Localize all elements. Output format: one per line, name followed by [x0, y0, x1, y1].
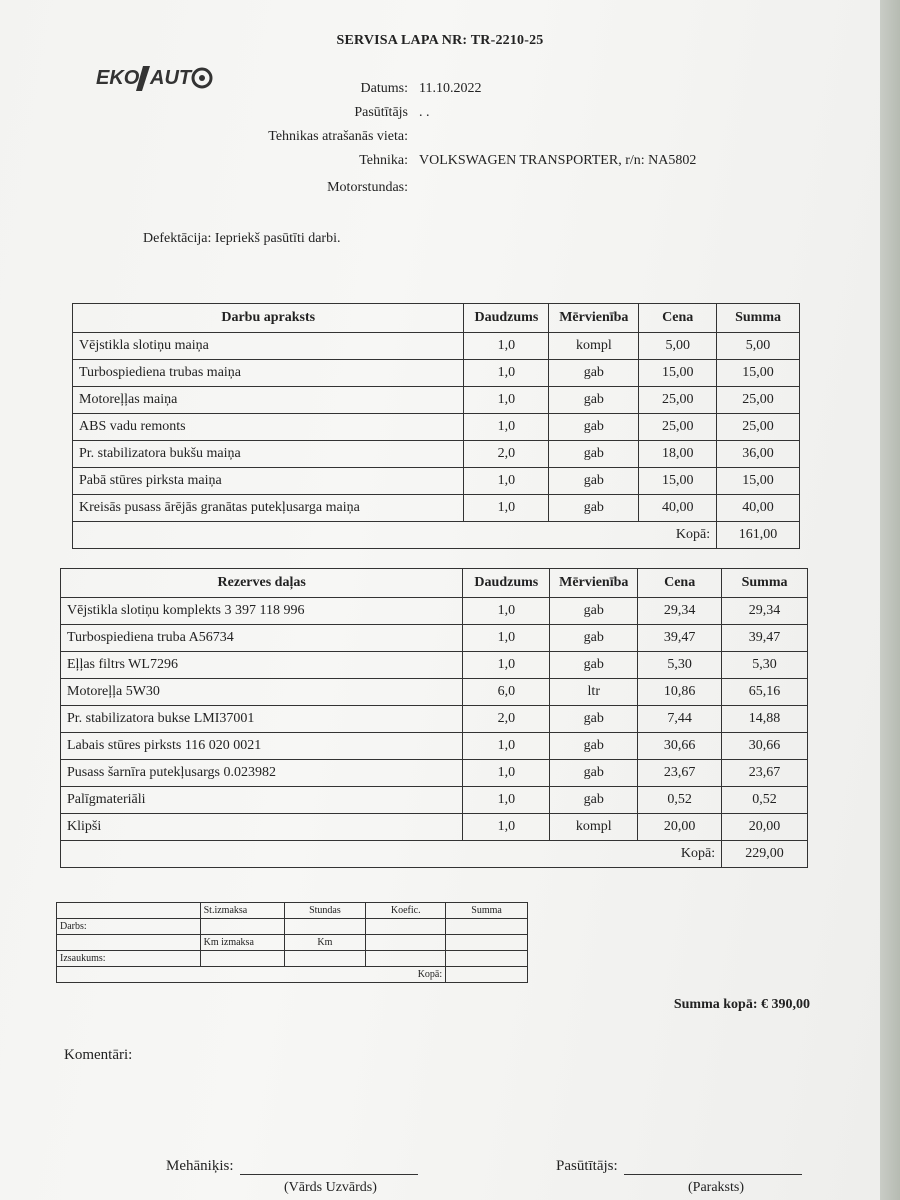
- works-cell-description: Kreisās pusass ārējās granātas putekļusarga maiņa: [73, 495, 464, 522]
- parts-cell-unit: gab: [550, 787, 638, 814]
- works-cell-price: 18,00: [639, 441, 717, 468]
- parts-col-description: Rezerves daļas: [61, 569, 463, 598]
- parts-cell-sum: 5,30: [722, 652, 808, 679]
- works-cell-quantity: 1,0: [464, 495, 549, 522]
- parts-total-row: [61, 841, 808, 868]
- mechanic-signature-line: [240, 1158, 418, 1175]
- parts-cell-price: 7,44: [638, 706, 722, 733]
- defect-value: Iepriekš pasūtīti darbi.: [214, 231, 341, 246]
- works-row: [73, 387, 800, 414]
- mechanic-caption: (Vārds Uzvārds): [284, 1180, 377, 1195]
- parts-cell-quantity: 6,0: [463, 679, 550, 706]
- parts-col-unit: Mērvienība: [550, 569, 638, 598]
- calc-row-izsaukums-label: Izsaukums:: [57, 951, 201, 967]
- works-col-quantity: Daudzums: [464, 304, 549, 333]
- works-cell-price: 25,00: [639, 387, 717, 414]
- calc-row-izsaukums: [57, 951, 528, 967]
- works-col-unit: Mērvienība: [549, 304, 639, 333]
- parts-cell-sum: 14,88: [722, 706, 808, 733]
- parts-cell-quantity: 1,0: [463, 814, 550, 841]
- parts-cell-sum: 23,67: [722, 760, 808, 787]
- parts-cell-price: 10,86: [638, 679, 722, 706]
- works-cell-description: Turbospiediena trubas maiņa: [73, 360, 464, 387]
- parts-cell-description: Turbospiediena truba A56734: [61, 625, 463, 652]
- works-row: [73, 360, 800, 387]
- parts-total-label: Kopā:: [61, 841, 722, 868]
- parts-row: [61, 598, 808, 625]
- parts-cell-unit: gab: [550, 652, 638, 679]
- works-cell-description: Vējstikla slotiņu maiņa: [73, 333, 464, 360]
- defect-line: [143, 231, 340, 247]
- works-cell-sum: 15,00: [717, 360, 800, 387]
- parts-cell-unit: gab: [550, 706, 638, 733]
- works-cell-unit: kompl: [549, 333, 639, 360]
- works-cell-unit: gab: [549, 414, 639, 441]
- calc-row-darbs: [57, 919, 528, 935]
- works-cell-sum: 25,00: [717, 387, 800, 414]
- parts-table: [60, 568, 808, 868]
- parts-cell-description: Pusass šarnīra putekļusargs 0.023982: [61, 760, 463, 787]
- works-cell-price: 40,00: [639, 495, 717, 522]
- works-cell-description: Motoreļļas maiņa: [73, 387, 464, 414]
- parts-cell-sum: 30,66: [722, 733, 808, 760]
- works-cell-sum: 5,00: [717, 333, 800, 360]
- works-col-price: Cena: [639, 304, 717, 333]
- parts-cell-description: Pr. stabilizatora bukse LMI37001: [61, 706, 463, 733]
- works-header-row: [73, 304, 800, 333]
- parts-cell-unit: gab: [550, 598, 638, 625]
- parts-cell-price: 0,52: [638, 787, 722, 814]
- comments-label: Komentāri:: [64, 1047, 133, 1063]
- works-row: [73, 441, 800, 468]
- parts-header-row: [61, 569, 808, 598]
- parts-cell-price: 39,47: [638, 625, 722, 652]
- parts-cell-sum: 39,47: [722, 625, 808, 652]
- parts-row: [61, 625, 808, 652]
- works-cell-quantity: 2,0: [464, 441, 549, 468]
- calc-col-stundas: Stundas: [284, 903, 366, 919]
- parts-cell-unit: gab: [550, 760, 638, 787]
- works-cell-unit: gab: [549, 441, 639, 468]
- parts-cell-quantity: 1,0: [463, 787, 550, 814]
- works-cell-description: Pr. stabilizatora bukšu maiņa: [73, 441, 464, 468]
- works-cell-sum: 40,00: [717, 495, 800, 522]
- parts-row: [61, 787, 808, 814]
- svg-text:EKO: EKO: [96, 67, 140, 89]
- parts-row: [61, 814, 808, 841]
- parts-cell-quantity: 1,0: [463, 760, 550, 787]
- works-cell-sum: 25,00: [717, 414, 800, 441]
- works-cell-quantity: 1,0: [464, 468, 549, 495]
- parts-cell-sum: 65,16: [722, 679, 808, 706]
- parts-cell-unit: gab: [550, 625, 638, 652]
- calc-col-km: Km: [284, 935, 366, 951]
- works-table: [72, 303, 800, 549]
- parts-cell-sum: 20,00: [722, 814, 808, 841]
- works-cell-quantity: 1,0: [464, 414, 549, 441]
- works-cell-sum: 36,00: [717, 441, 800, 468]
- calc-km-header-row: [57, 935, 528, 951]
- parts-cell-price: 20,00: [638, 814, 722, 841]
- vehicle-label: Tehnika:: [359, 153, 408, 168]
- works-cell-unit: gab: [549, 360, 639, 387]
- vehicle-value: VOLKSWAGEN TRANSPORTER, r/n: NA5802: [419, 153, 697, 168]
- customer-signature: [556, 1158, 802, 1175]
- labor-calc-table: [56, 902, 528, 983]
- works-cell-unit: gab: [549, 387, 639, 414]
- calc-col-koef: Koefic.: [366, 903, 446, 919]
- calc-total-label: Kopā:: [57, 967, 446, 983]
- parts-row: [61, 706, 808, 733]
- works-row: [73, 414, 800, 441]
- parts-col-sum: Summa: [722, 569, 808, 598]
- works-cell-quantity: 1,0: [464, 387, 549, 414]
- location-label: Tehnikas atrašanās vieta:: [268, 129, 408, 144]
- parts-cell-quantity: 1,0: [463, 625, 550, 652]
- customer-signature-line: [624, 1158, 802, 1175]
- works-cell-price: 25,00: [639, 414, 717, 441]
- parts-cell-unit: gab: [550, 733, 638, 760]
- works-cell-unit: gab: [549, 468, 639, 495]
- parts-cell-quantity: 2,0: [463, 706, 550, 733]
- parts-cell-description: Palīgmateriāli: [61, 787, 463, 814]
- works-col-description: Darbu apraksts: [73, 304, 464, 333]
- works-row: [73, 468, 800, 495]
- parts-row: [61, 733, 808, 760]
- parts-row: [61, 652, 808, 679]
- parts-cell-description: Vējstikla slotiņu komplekts 3 397 118 996: [61, 598, 463, 625]
- parts-row: [61, 679, 808, 706]
- parts-cell-unit: ltr: [550, 679, 638, 706]
- parts-cell-description: Klipši: [61, 814, 463, 841]
- parts-cell-description: Eļļas filtrs WL7296: [61, 652, 463, 679]
- customer-caption: (Paraksts): [688, 1180, 744, 1195]
- parts-cell-quantity: 1,0: [463, 598, 550, 625]
- calc-col-km-izmaksa: Km izmaksa: [200, 935, 284, 951]
- works-cell-quantity: 1,0: [464, 360, 549, 387]
- parts-cell-price: 5,30: [638, 652, 722, 679]
- works-row: [73, 333, 800, 360]
- document-title: SERVISA LAPA NR: TR-2210-25: [336, 33, 544, 48]
- works-cell-price: 5,00: [639, 333, 717, 360]
- works-total-row: [73, 522, 800, 549]
- calc-row-darbs-label: Darbs:: [57, 919, 201, 935]
- parts-cell-quantity: 1,0: [463, 652, 550, 679]
- parts-cell-price: 29,34: [638, 598, 722, 625]
- parts-cell-unit: kompl: [550, 814, 638, 841]
- works-cell-description: ABS vadu remonts: [73, 414, 464, 441]
- motorhours-label: Motorstundas:: [327, 180, 408, 195]
- works-cell-description: Pabā stūres pirksta maiņa: [73, 468, 464, 495]
- mechanic-signature: [166, 1158, 418, 1175]
- works-cell-quantity: 1,0: [464, 333, 549, 360]
- works-row: [73, 495, 800, 522]
- customer-label: Pasūtītājs: [354, 105, 408, 120]
- date-value: 11.10.2022: [419, 81, 482, 96]
- mechanic-label: Mehāniķis:: [166, 1158, 234, 1174]
- works-cell-price: 15,00: [639, 360, 717, 387]
- customer-value: . .: [419, 105, 430, 120]
- works-total-label: Kopā:: [73, 522, 717, 549]
- parts-cell-price: 23,67: [638, 760, 722, 787]
- works-cell-price: 15,00: [639, 468, 717, 495]
- calc-total-row: [57, 967, 528, 983]
- grand-total: Summa kopā: € 390,00: [673, 997, 810, 1012]
- calc-col-summa: Summa: [446, 903, 528, 919]
- works-cell-sum: 15,00: [717, 468, 800, 495]
- parts-cell-description: Motoreļļa 5W30: [61, 679, 463, 706]
- defect-label: Defektācija:: [143, 231, 212, 246]
- calc-header-row: [57, 903, 528, 919]
- customer-signature-label: Pasūtītājs:: [556, 1158, 618, 1174]
- parts-cell-description: Labais stūres pirksts 116 020 0021: [61, 733, 463, 760]
- parts-total-value: 229,00: [722, 841, 808, 868]
- parts-row: [61, 760, 808, 787]
- works-cell-unit: gab: [549, 495, 639, 522]
- calc-col-st: St.izmaksa: [200, 903, 284, 919]
- parts-col-quantity: Daudzums: [463, 569, 550, 598]
- works-col-sum: Summa: [717, 304, 800, 333]
- paper-edge: [880, 0, 900, 1200]
- parts-cell-sum: 29,34: [722, 598, 808, 625]
- parts-cell-price: 30,66: [638, 733, 722, 760]
- date-label: Datums:: [360, 81, 408, 96]
- works-total-value: 161,00: [717, 522, 800, 549]
- svg-text:AUT: AUT: [150, 67, 192, 89]
- company-logo: [96, 58, 216, 98]
- parts-cell-sum: 0,52: [722, 787, 808, 814]
- parts-cell-quantity: 1,0: [463, 733, 550, 760]
- parts-col-price: Cena: [638, 569, 722, 598]
